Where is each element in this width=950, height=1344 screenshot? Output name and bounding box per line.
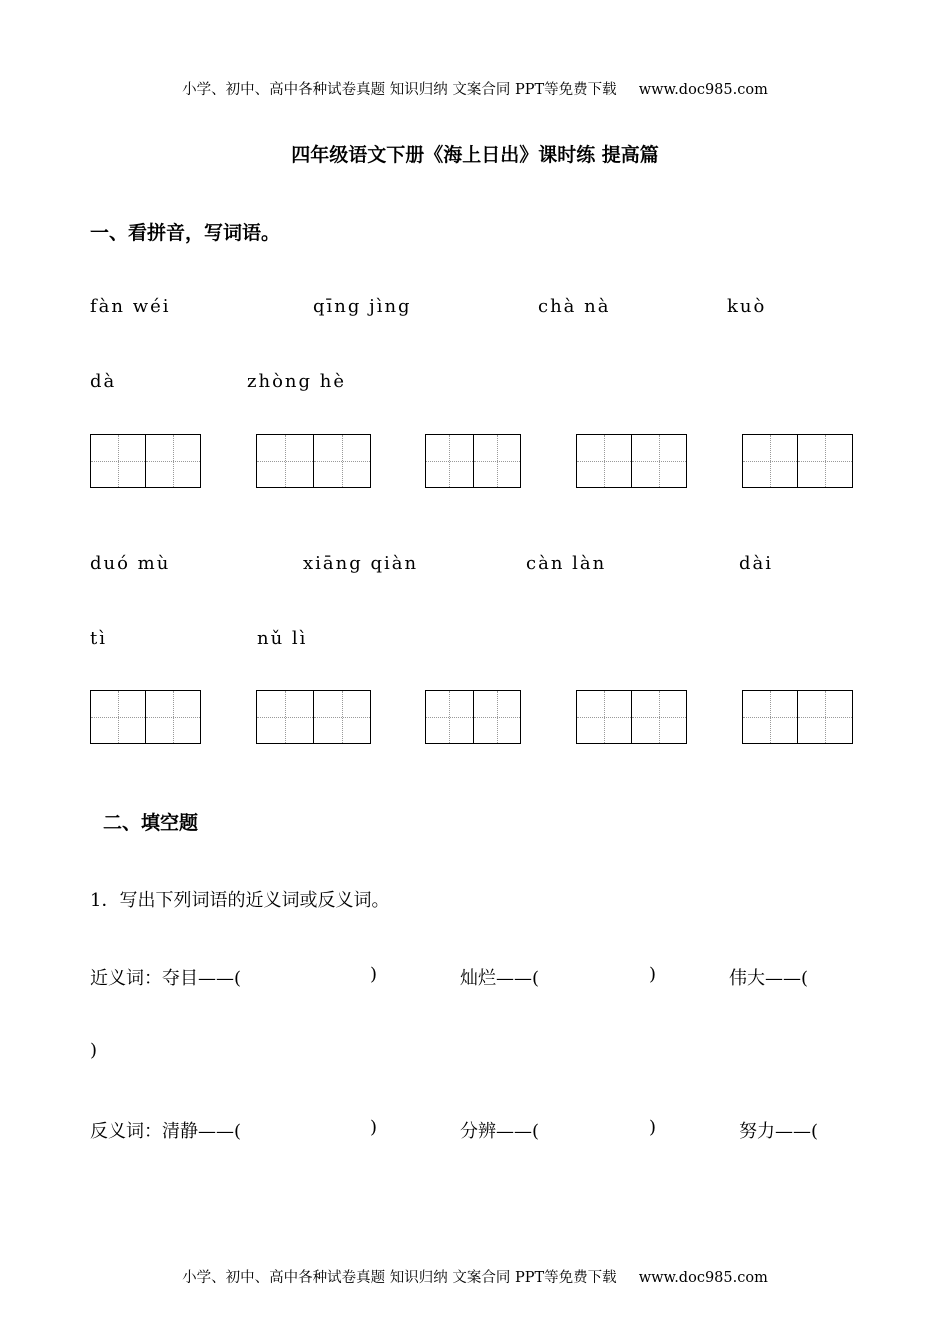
writing-grid-2[interactable] (256, 434, 371, 488)
synonym-duomu: 近义词：夺目——( (90, 968, 242, 989)
page-footer (0, 1266, 950, 1287)
page-title: 四年级语文下册《海上日出》课时练 提高篇 (291, 144, 659, 166)
writing-grid-9[interactable] (576, 690, 687, 744)
writing-grid-8[interactable] (425, 690, 521, 744)
pinyin-da: dà (90, 371, 117, 392)
pinyin-qingjing: qīng jìng (313, 296, 412, 317)
pinyin-ti: tì (90, 628, 107, 649)
antonym-close-2: ) (649, 1117, 657, 1138)
writing-grid-1[interactable] (90, 434, 201, 488)
pinyin-nuli: nǔ lì (257, 628, 308, 649)
writing-grid-4[interactable] (576, 434, 687, 488)
question-1: 1．写出下列词语的近义词或反义词。 (90, 890, 390, 911)
pinyin-zhonghe: zhòng hè (247, 371, 346, 392)
writing-grid-7[interactable] (256, 690, 371, 744)
pinyin-chana: chà nà (538, 296, 611, 317)
writing-grid-5[interactable] (742, 434, 853, 488)
writing-grid-6[interactable] (90, 690, 201, 744)
writing-grid-10[interactable] (742, 690, 853, 744)
writing-grid-3[interactable] (425, 434, 521, 488)
antonym-fenbian: 分辨——( (460, 1121, 540, 1142)
page-header (0, 78, 950, 99)
synonym-canlan: 灿烂——( (460, 968, 540, 989)
pinyin-fanwei: fàn wéi (90, 296, 171, 317)
pinyin-dai: dài (739, 553, 774, 574)
pinyin-canlan: càn làn (526, 553, 607, 574)
antonym-close-1: ) (370, 1117, 378, 1138)
footer-text: 小学、初中、高中各种试卷真题 知识归纳 文案合同 PPT等免费下载 (182, 1270, 617, 1286)
section2-heading: 二、填空题 (103, 812, 199, 834)
footer-url[interactable]: www.doc985.com (638, 1270, 768, 1286)
section1-heading: 一、看拼音，写词语。 (90, 222, 281, 244)
pinyin-kuo: kuò (727, 296, 767, 317)
pinyin-duomu: duó mù (90, 553, 171, 574)
antonym-nuli: 努力——( (739, 1121, 819, 1142)
header-url[interactable]: www.doc985.com (638, 82, 768, 98)
pinyin-xiangqian: xiāng qiàn (303, 553, 419, 574)
synonym-weida: 伟大——( (729, 968, 809, 989)
header-text: 小学、初中、高中各种试卷真题 知识归纳 文案合同 PPT等免费下载 (182, 82, 617, 98)
antonym-qingjing: 反义词：清静——( (90, 1121, 242, 1142)
synonym-close-2: ) (649, 964, 657, 985)
synonym-close-3: ) (90, 1040, 98, 1061)
synonym-close-1: ) (370, 964, 378, 985)
